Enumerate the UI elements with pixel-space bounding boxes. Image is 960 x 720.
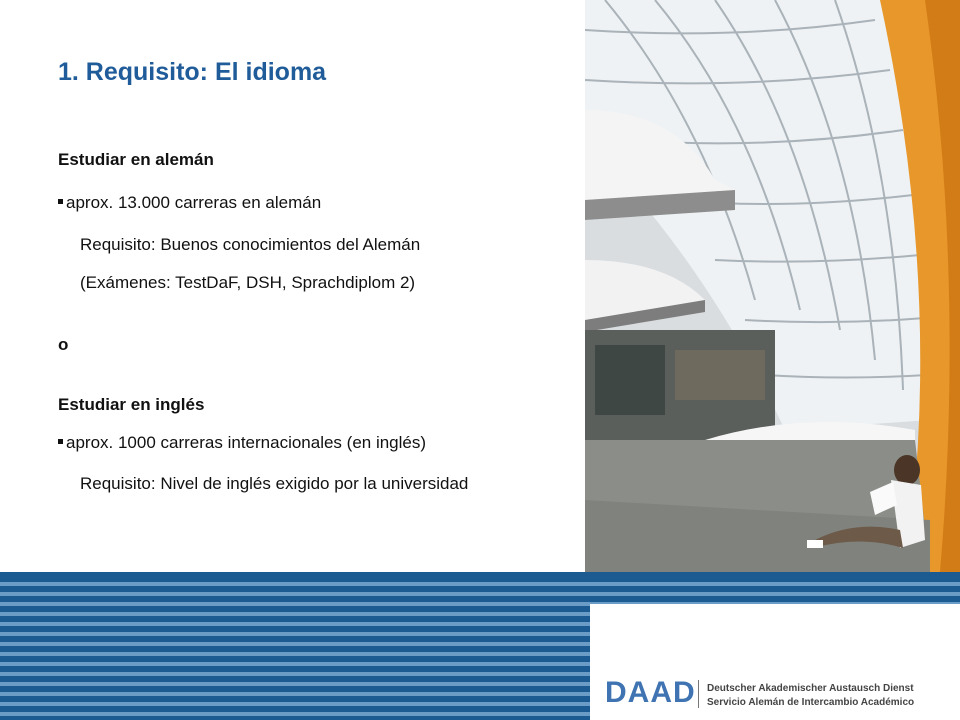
daad-org-name-german: Deutscher Akademischer Austausch Dienst (707, 683, 914, 694)
english-requirement: Requisito: Nivel de inglés exigido por la universidad (80, 474, 469, 493)
square-bullet-icon (58, 199, 63, 204)
slide-title: 1. Requisito: El idioma (58, 58, 327, 86)
logo-divider (698, 680, 699, 708)
german-study-heading: Estudiar en alemán (58, 150, 214, 169)
library-photo (585, 0, 960, 572)
german-bullet (58, 193, 321, 213)
square-bullet-icon (58, 439, 63, 444)
daad-logo (590, 604, 960, 720)
english-bullet (58, 433, 426, 453)
daad-org-name-spanish: Servicio Alemán de Intercambio Académico (707, 697, 915, 708)
german-exams: (Exámenes: TestDaF, DSH, Sprachdiplom 2) (80, 273, 416, 292)
library-interior-illustration (585, 0, 960, 572)
separator-o: o (58, 335, 69, 354)
german-requirement: Requisito: Buenos conocimientos del Alemán (80, 235, 421, 254)
daad-wordmark: DAAD (605, 676, 696, 709)
english-bullet-text: aprox. 1000 carreras internacionales (en inglés) (66, 433, 427, 452)
german-bullet-text: aprox. 13.000 carreras en alemán (66, 193, 322, 212)
english-study-heading: Estudiar en inglés (58, 395, 205, 414)
